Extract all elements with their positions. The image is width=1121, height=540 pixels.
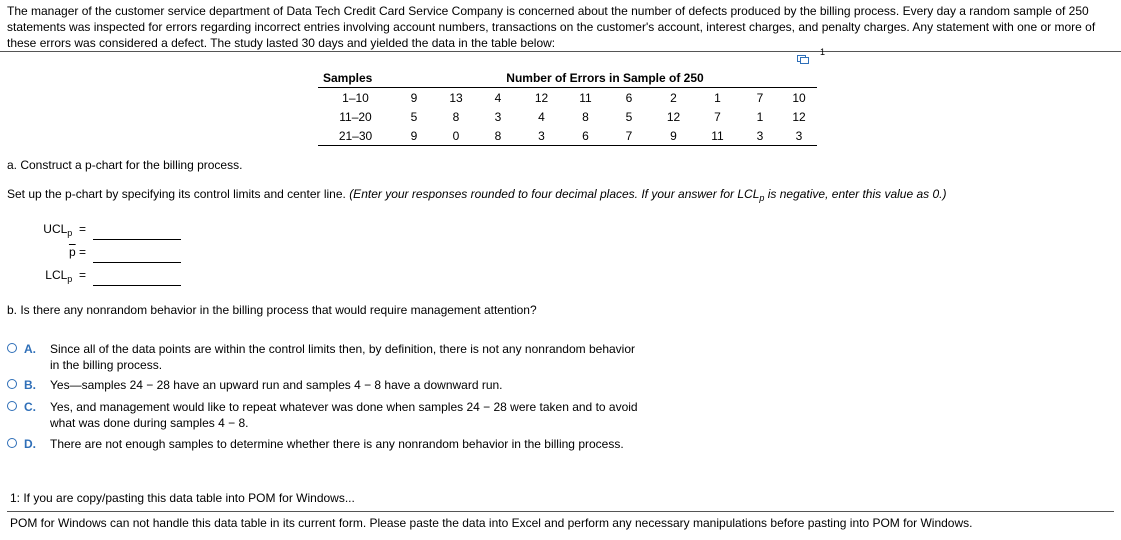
cell: 3 <box>494 109 502 124</box>
divider <box>7 511 1114 512</box>
cell: 6 <box>564 126 607 146</box>
column-header-samples: Samples <box>318 68 393 88</box>
column-header-errors: Number of Errors in Sample of 250 <box>393 68 817 88</box>
cell: 0 <box>435 126 477 146</box>
option-text: There are not enough samples to determine whether there is any nonrandom behavior in the billing process. <box>50 437 624 451</box>
cell: 7 <box>607 126 651 146</box>
option-b[interactable] <box>7 377 667 395</box>
center-line-input[interactable] <box>93 262 181 263</box>
footnote-title: 1: If you are copy/pasting this data table into POM for Windows... <box>10 491 355 505</box>
cell: 8 <box>452 109 460 124</box>
option-text: Yes, and management would like to repeat whatever was done when samples 24 − 28 were taken and to avoid what was done during samples 4 − 8. <box>50 400 638 430</box>
option-a[interactable] <box>7 341 667 375</box>
table-row <box>318 126 817 146</box>
cell: 9 <box>410 90 418 105</box>
data-table <box>318 68 817 146</box>
cell: 3 <box>519 126 564 146</box>
row-label: 1–10 <box>342 90 369 105</box>
option-letter: B. <box>24 378 36 392</box>
cell: 5 <box>410 109 418 124</box>
radio-button[interactable] <box>7 379 17 389</box>
cell: 8 <box>477 126 519 146</box>
footnote-marker[interactable]: 1 <box>820 47 826 57</box>
center-line-label: $\overline{p}$ = <box>68 245 86 259</box>
option-letter: D. <box>24 437 36 451</box>
problem-statement: The manager of the customer service department of Data Tech Credit Card Service Company is concerned about the number of defects produced by the billing process. Every day a random sample of 250 statements was inspected for errors regarding incorrect entries involving account numbers, transactions on the customer's account, interest charges, and penalty charges. Any statement with one or more of these errors was considered a defect. The study lasted 30 days and yielded the data in the table below: <box>7 4 1096 50</box>
cell: 7 <box>714 109 721 124</box>
part-b-heading: b. Is there any nonrandom behavior in the billing process that would require management attention? <box>7 303 537 317</box>
radio-button[interactable] <box>7 343 17 353</box>
cell: 12 <box>666 109 681 124</box>
cell: 11 <box>696 126 739 146</box>
footnote-text: POM for Windows can not handle this data table in its current form. Please paste the data into Excel and perform any necessary manipulations before pasting into POM for Windows. <box>10 516 973 530</box>
cell: 3 <box>781 126 817 146</box>
row-label: 21–30 <box>318 126 393 146</box>
cell: 9 <box>393 126 435 146</box>
row-label: 11–20 <box>339 109 372 124</box>
table-row <box>318 88 817 108</box>
option-c[interactable] <box>7 399 667 433</box>
cell: 12 <box>792 109 806 124</box>
cell: 5 <box>625 109 633 124</box>
divider <box>0 51 1121 52</box>
cell: 4 <box>538 109 545 124</box>
cell: 4 <box>494 90 502 105</box>
cell: 12 <box>534 90 549 105</box>
cell: 3 <box>739 126 781 146</box>
radio-button[interactable] <box>7 438 17 448</box>
cell: 2 <box>670 90 677 105</box>
part-a-heading: a. Construct a p-chart for the billing process. <box>7 158 243 172</box>
ucl-label: $UCL_p$ = <box>43 222 86 238</box>
cell: 13 <box>449 90 463 105</box>
option-text: Since all of the data points are within the control limits then, by definition, there is not any nonrandom behavior in the billing process. <box>50 342 636 372</box>
table-header-row <box>318 68 817 88</box>
option-text: Yes—samples 24 − 28 have an upward run and samples 4 − 8 have a downward run. <box>50 378 503 392</box>
cell: 10 <box>792 90 806 105</box>
lcl-input[interactable] <box>93 285 181 286</box>
option-letter: A. <box>24 342 36 356</box>
copy-table-icon[interactable] <box>797 55 809 64</box>
option-letter: C. <box>24 400 36 414</box>
cell: 7 <box>756 90 764 105</box>
radio-button[interactable] <box>7 401 17 411</box>
option-d[interactable] <box>7 436 667 470</box>
ucl-input[interactable] <box>93 239 181 240</box>
lcl-label: $LCL_p$ = <box>45 268 86 284</box>
setup-instruction: (Enter your responses rounded to four decimal places. If your answer for $LCL_p$ is negative, enter this value as 0.) <box>349 187 947 203</box>
cell: 1 <box>714 90 721 105</box>
cell: 9 <box>651 126 696 146</box>
setup-instructions <box>7 187 947 203</box>
setup-lead: Set up the p-chart by specifying its control limits and center line. <box>7 187 346 201</box>
cell: 11 <box>579 90 592 105</box>
cell: 1 <box>756 109 764 124</box>
table-row <box>318 107 817 126</box>
cell: 6 <box>625 90 633 105</box>
cell: 8 <box>582 109 589 124</box>
